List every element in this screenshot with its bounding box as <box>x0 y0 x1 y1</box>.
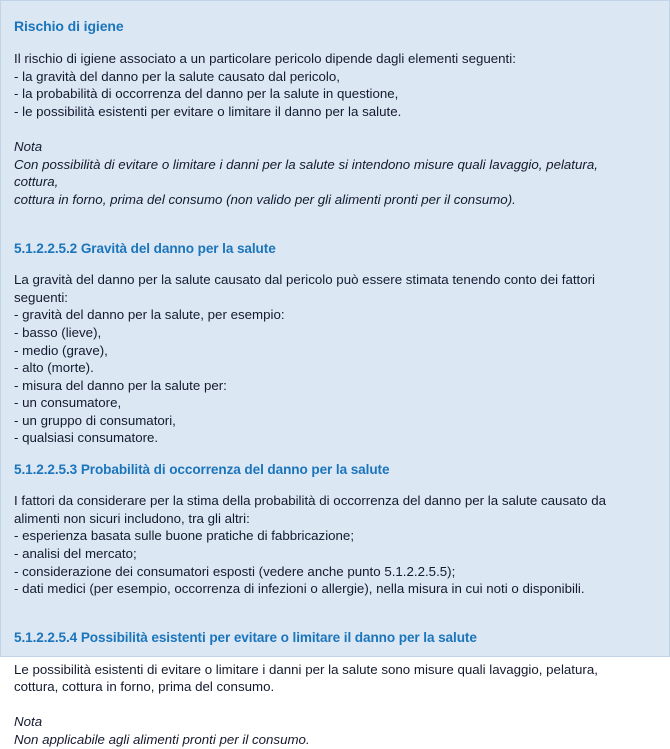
section-1-line-4: - basso (lieve), <box>14 324 102 340</box>
section-2-line-6: - dati medici (per esempio, occorrenza di infezioni o allergie), nella misura in cui noti o disponibili. <box>14 581 585 597</box>
spacer <box>14 598 657 616</box>
section-1-line-5: - medio (grave), <box>14 342 108 358</box>
note-2-line-1: Non applicabile agli alimenti pronti per il consumo. <box>14 731 310 747</box>
section-3-line-1: Le possibilità esistenti di evitare o limitare i danni per la salute sono misure quali lavaggio, pelatura, <box>14 661 598 677</box>
intro-bullet-3: - le possibilità esistenti per evitare o limitare il danno per la salute. <box>14 103 402 119</box>
spacer <box>14 208 657 226</box>
note-1-line-1: Con possibilità di evitare o limitare i danni per la salute si intendono misure quali lavaggio, pelatura, <box>14 156 598 172</box>
section-1-line-7: - misura del danno per la salute per: <box>14 377 227 393</box>
section-2-line-2: alimenti non sicuri includono, tra gli altri: <box>14 510 250 526</box>
spacer <box>14 41 657 50</box>
intro-bullet-1: - la gravità del danno per la salute causato dal pericolo, <box>14 68 340 84</box>
note-2-label: Nota <box>14 714 43 730</box>
section-heading-5-1-2-2-5-4: 5.1.2.2.5.4 Possibilità esistenti per evitare o limitare il danno per la salute <box>14 630 477 645</box>
note-1-line-3: cottura in forno, prima del consumo (non valido per gli alimenti pronti per il consumo). <box>14 191 516 207</box>
section-1-line-2: seguenti: <box>14 289 68 305</box>
intro-bullet-2: - la probabilità di occorrenza del danno per la salute in questione, <box>14 86 399 102</box>
section-heading-5-1-2-2-5-2: 5.1.2.2.5.2 Gravità del danno per la salute <box>14 240 276 256</box>
page-title: Rischio di igiene <box>14 18 124 34</box>
section-3-line-2: cottura, cottura in forno, prima del consumo. <box>14 679 275 695</box>
spacer <box>14 120 657 138</box>
section-1-line-1: La gravità del danno per la salute causato dal pericolo può essere stimata tenendo conto dei fattori <box>14 272 596 288</box>
document-body <box>14 17 657 749</box>
section-heading-5-1-2-2-5-3: 5.1.2.2.5.3 Probabilità di occorrenza del danno per la salute <box>14 461 390 477</box>
section-2-line-1: I fattori da considerare per la stima della probabilità di occorrenza del danno per la salute causato da <box>14 493 607 509</box>
intro-lead-text: Il rischio di igiene associato a un particolare pericolo dipende dagli elementi seguenti: <box>14 51 516 66</box>
section-1-line-9: - un gruppo di consumatori, <box>14 412 176 428</box>
section-1-line-3: - gravità del danno per la salute, per esempio: <box>14 307 285 323</box>
section-2-line-5: - considerazione dei consumatori esposti (vedere anche punto 5.1.2.2.5.5); <box>14 563 456 579</box>
section-2-line-4: - analisi del mercato; <box>14 546 137 562</box>
section-2-line-3: - esperienza basata sulle buone pratiche di fabbricazione; <box>14 528 355 544</box>
section-1-line-10: - qualsiasi consumatore. <box>14 430 159 446</box>
note-1-label: Nota <box>14 138 43 154</box>
section-1-line-6: - alto (morte). <box>14 360 94 376</box>
spacer <box>14 696 657 714</box>
note-1-line-2: cottura, <box>14 174 59 190</box>
section-1-line-8: - un consumatore, <box>14 395 122 411</box>
